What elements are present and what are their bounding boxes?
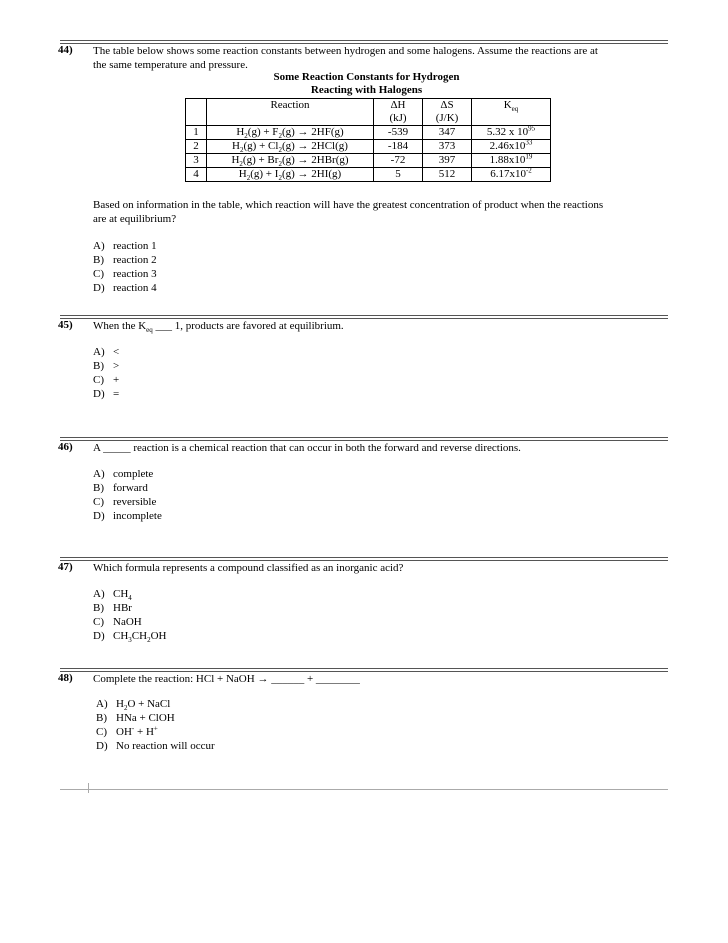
answer-choice[interactable]: A) < (93, 346, 120, 358)
answer-ions: OH- + H+ (116, 724, 158, 738)
table-header-ds-unit: (J/K) (423, 112, 472, 126)
question-number: 47) (58, 561, 73, 573)
answer-choices (93, 239, 157, 295)
answer-choice[interactable]: B) HBr (93, 602, 132, 614)
answer-choice[interactable]: B) reaction 2 (93, 254, 157, 266)
table-row: 3 $H_2(g) + Br_2(g) \to 2HBr(g)$ -72 397 $1.88x10^{19}$ (186, 154, 551, 168)
answer-choice[interactable]: C) OH- + H+ (96, 724, 158, 738)
table-row: 4 $H_2(g) + I_2(g) \to 2HI(g)$ 5 512 $6.17x10^{-2}$ (186, 168, 551, 182)
table-row: 1 $H_2(g) + F_2(g) \to 2HF(g)$ -539 347 5.32 x $10^{95}$ (186, 126, 551, 140)
answer-choice[interactable]: A) $H_2O$ + NaCl (96, 698, 171, 713)
answer-choice[interactable]: C) NaOH (93, 616, 142, 628)
question-stem: When the $K_{eq}$ ___ 1, products are favored at equilibrium. (93, 320, 344, 335)
table-header-dh-unit: (kJ) (374, 112, 423, 126)
margin-tick (88, 783, 89, 793)
section-end-rule (60, 789, 668, 790)
table-header-ds: ΔS (423, 99, 472, 113)
table-header-number (186, 99, 207, 126)
question-prompt: Based on information in the table, which reaction will have the greatest concentration of product when the reactions are at equilibrium? (93, 199, 604, 225)
answer-choice[interactable]: A) $CH_4$ (93, 588, 132, 603)
answer-water-salt: $H_2O$ + NaCl (116, 698, 171, 713)
table-row: 2 $H_2(g) + Cl_2(g) \to 2HCl(g)$ -184 373 $2.46x10^{33}$ (186, 140, 551, 154)
question-stem: Complete the reaction: HCl + NaOH → ______ + ________ (93, 673, 360, 685)
answer-choice[interactable]: D) $CH_3CH_2OH$ (93, 630, 167, 645)
answer-choice[interactable]: D) = (93, 388, 120, 400)
answer-choice[interactable]: D) incomplete (93, 510, 162, 522)
question-number: 45) (58, 319, 73, 331)
answer-choice[interactable]: C) reversible (93, 496, 157, 508)
question-number: 44) (58, 44, 73, 56)
answer-choice[interactable]: B) HNa + ClOH (96, 712, 175, 724)
reaction-constants-table (185, 98, 551, 182)
reaction-equation: $H_2(g) + Br_2(g) \to 2HBr(g)$ (207, 154, 374, 168)
reaction-equation: $H_2(g) + F_2(g) \to 2HF(g)$ (207, 126, 374, 140)
answer-choices (96, 697, 215, 753)
answer-choices (93, 467, 162, 523)
question-stem: The table below shows some reaction constants between hydrogen and some halogens. Assume the reactions are at the same temperature and pressure. (93, 45, 598, 71)
answer-choice[interactable]: A) reaction 1 (93, 240, 157, 252)
answer-choice[interactable]: C) + (93, 374, 120, 386)
table-header-dh: ΔH (374, 99, 423, 113)
answer-choices (93, 345, 119, 401)
table-header-row (186, 99, 551, 113)
table-header-reaction: Reaction (207, 99, 374, 126)
answer-choice[interactable]: C) reaction 3 (93, 268, 157, 280)
table-header-keq: $K_{eq}$ (472, 99, 551, 126)
answer-choice[interactable]: D) reaction 4 (93, 282, 157, 294)
table-title: Some Reaction Constants for Hydrogen Reacting with Halogens (273, 71, 460, 96)
answer-choices (93, 587, 166, 643)
answer-choice[interactable]: A) complete (93, 468, 154, 480)
answer-choice[interactable]: B) forward (93, 482, 148, 494)
question-number: 48) (58, 672, 73, 684)
question-stem: A _____ reaction is a chemical reaction that can occur in both the forward and reverse directions. (93, 442, 521, 454)
reaction-equation: $H_2(g) + Cl_2(g) \to 2HCl(g)$ (207, 140, 374, 154)
formula-ethanol: $CH_3CH_2OH$ (113, 630, 167, 645)
question-stem: Which formula represents a compound classified as an inorganic acid? (93, 562, 404, 574)
answer-choice[interactable]: B) > (93, 360, 120, 372)
formula-ch4: $CH_4$ (113, 588, 132, 603)
reaction-equation: $H_2(g) + I_2(g) \to 2HI(g)$ (207, 168, 374, 182)
question-number: 46) (58, 441, 73, 453)
answer-choice[interactable]: D) No reaction will occur (96, 740, 215, 752)
